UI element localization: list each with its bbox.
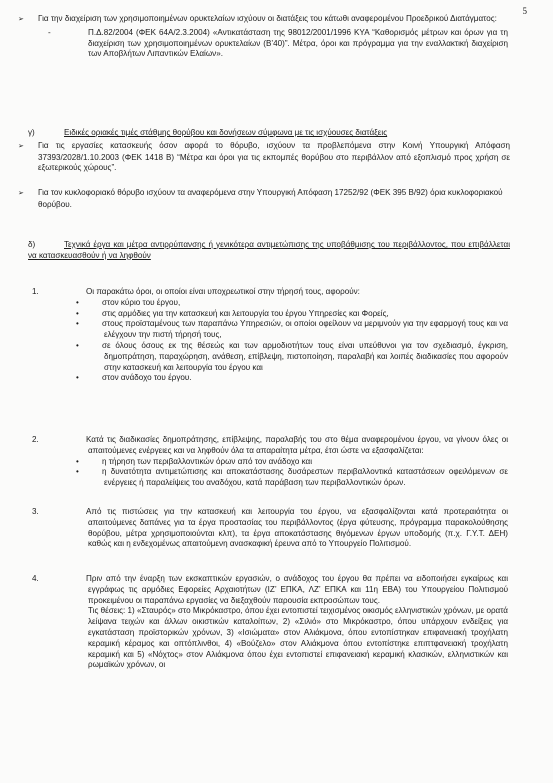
section-technical-works [0,240,553,262]
section-noise-limits [0,128,553,211]
item-text: Κατά τις διαδικασίες δημοπράτησης, επίβλεψης, παραλαβής του στο θέμα αναφερομένου έργου, να γίνουν όλες οι απαιτούμενες ενέργειες και να ληφθούν όλα τα απαραίτητα μέτρα, έτσι ώστε να εξασφαλίζεται: [86,435,508,455]
arrow-bullet-icon: ➢ [18,190,24,198]
item-number: 4. [32,574,39,583]
item-text: Από τις πιστώσεις για την κατασκευή και λειτουργία του έργου, να εξασφαλίζονται κατά προτεραιότητα οι απαιτούμενες δαπάνες για τα έργα προστασίας του περιβάλλοντος (έργα φύτευσης, πρόγραμμα παρακολούθησης θορύβου, μέτρα χρησιμοποιούνται κλπ), τα έργα αποκατάστασης θιγόμενων έργων υποδομής (π.χ. Γ.Υ.Τ. ΔΕΗ) καθώς και η ενδεχομένως απαιτούμενη ανασκαφική έρευνα από το Υπουργείο Πολιτισμού. [86,507,508,549]
section-used-oils [0,14,553,60]
bullet-item: • στους προϊσταμένους των παραπάνω Υπηρεσιών, οι οποίοι οφείλουν να μεριμνούν για την εφαρμογή τους και να ελέγχουν την πιστή τήρησή τους, [76,319,508,340]
section-title: Ειδικές οριακές τιμές στάθμης θορύβου και δονήσεων σύμφωνα με τις ισχύουσες διατάξεις [64,128,388,137]
bullet-dot-icon: • [76,297,79,307]
bullet-item: • στον ανάδοχο του έργου. [76,373,192,383]
bullet-text: Για τις εργασίες κατασκευής όσον αφορά το θόρυβο, ισχύουν τα προβλεπόμενα στην Κοινή Υπουργική Απόφαση 37393/2028/1.10.2003 (ΦΕΚ 1418 Β) “Μέτρα και όροι για τις εκπομπές θορύβου στο περιβάλλον από εξοπλισμό προς χρήση σε εξωτερικούς χώρους”. [38,140,510,173]
arrow-bullet-icon: ➢ [18,16,24,23]
list-item [0,507,553,550]
bullet-dot-icon: • [76,319,79,329]
bullet-dot-icon: • [76,373,79,383]
list-item [0,287,553,384]
bullet-dot-icon: • [76,308,79,318]
bullet-item: • στις αρμόδιες για την κατασκευή και λειτουργία του έργου Υπηρεσίες και Φορείς, [76,308,389,318]
section-title: Τεχνικά έργα και μέτρα αντιρρύπανσης ή γενικότερα αντιμετώπισης της υποβάθμισης του περιβάλλοντος, που επιβάλλεται να κατασκευασθούν ή να ληφθούν [28,240,510,260]
section-label: δ) [28,240,36,249]
sub-bullet-text: Π.Δ.82/2004 (ΦΕΚ 64Α/2.3.2004) «Αντικατάσταση της 98012/2001/1996 ΚΥΑ “Καθορισμός μέτρων και όρων για τη διαχείριση των χρησιμοποιημένων ορυκτελαίων (Β’40)”. Μέτρα, όροι και πρόγραμμα για την εναλλακτική διαχείριση των Αποβλήτων Λιπαντικών Ελαίων». [88,27,508,59]
item-number: 3. [32,507,39,516]
bullet-dot-icon: • [76,467,79,477]
bullet-item: • η δυνατότητα αντιμετώπισης και αποκατάστασης δυσάρεστων περιβαλλοντικά καταστάσεων οφειλόμενων σε ενέργειες ή παραλείψεις του αναδόχου, κατά παράβαση των περιβαλλοντικών όρων. [76,467,508,488]
item-text-continued: Τις θέσεις: 1) «Σταυρός» στο Μικρόκαστρο, όπου έχει εντοπιστεί τειχισμένος οικισμός ελληνιστικών χρόνων, με ορατά λείψανα τειχών και άλλων οικιστικών καταλοίπων, 2) «Σιλιό» στο Μικρόκαστρο, όπου υπάρχουν ενδείξεις για εγκατάσταση προϊστορικών χρόνων, 3) «Ισιώματα» στον Αλιάκμονα, όπου εντοπίστηκαν επιφανειακή τροχήλατη κεραμική κέραμος και οπτόπλινθοι, 4) «Βούζελο» στον Αλιάκμονα όπου εντοπίστηκε επιπτφανειακή τροχήλατη κεραμική και 5) «Νόχτος» στον Αλιάκμονα όπου έχει εντοπιστεί επιφανειακή κεραμική κλασικών, ελληνιστικών και ρωμαϊκών χρόνων, οι [88,606,508,670]
item-number: 1. [32,287,39,296]
bullet-text: Για την διαχείριση των χρησιμοποιημένων ορυκτελαίων ισχύουν οι διατάξεις του κάτωθι αναφερομένου Προεδρικού Διατάγματος: [38,14,497,23]
item-text: Πριν από την έναρξη των εκσκαπτικών εργασιών, ο ανάδοχος του έργου θα πρέπει να ειδοποιήσει εγκαίρως και εγγράφως τις αρμόδιες Εφορείες Αρχαιοτήτων (ΙΖ’ ΕΠΚΑ, ΛΖ’ ΕΠΚΑ και 11η ΕΒΑ) του Υπουργείου Πολιτισμού προκειμένου οι παραπάνω εργασίες να διεξαχθούν παρουσία εκπροσώπων τους. [86,574,508,605]
arrow-bullet-icon: ➢ [18,142,24,150]
bullet-dot-icon: • [76,456,79,466]
bullet-item: • σε όλους όσους εκ της θέσεώς και των αρμοδιοτήτων τους είναι υπεύθυνοι για τον σχεδιασμό, έγκριση, δημοπράτηση, παραχώρηση, ανάθεση, επίβλεψη, πιστοποίηση, παραλαβή και λοιπές διαδικασίες που αφορούν στην κατασκευή και λειτουργία του έργου και [76,340,508,372]
page-number: 5 [522,6,527,16]
bullet-item: • η τήρηση των περιβαλλοντικών όρων από τον ανάδοχο και [76,456,313,466]
item-number: 2. [32,435,39,444]
section-label: γ) [28,128,35,137]
bullet-text: Για τον κυκλοφοριακό θόρυβο ισχύουν τα αναφερόμενα στην Υπουργική Απόφαση 17252/92 (ΦΕΚ 395 Β/92) όρια κυκλοφοριακού θορύβου. [38,188,503,209]
list-item [0,574,553,671]
item-text: Οι παρακάτω όροι, οι οποίοι είναι υποχρεωτικοί στην τήρησή τους, αφορούν: [86,287,360,296]
bullet-dot-icon: • [76,340,79,350]
bullet-item: • στον κύριο του έργου, [76,297,181,307]
dash-bullet-icon: - [48,27,51,37]
list-item [0,435,553,489]
